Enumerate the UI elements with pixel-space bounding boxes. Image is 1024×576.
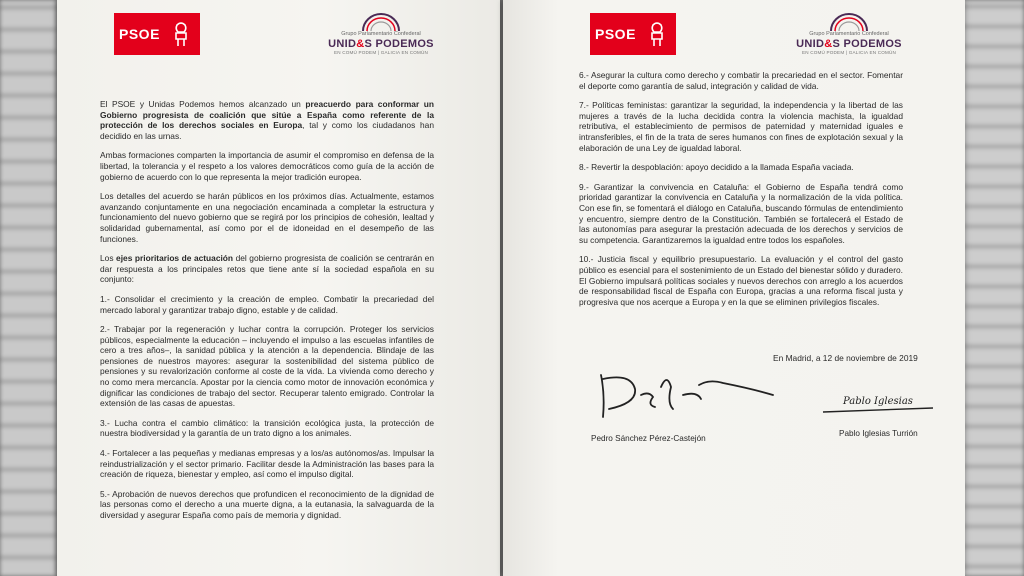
priorities-paragraph: Los ejes prioritarios de actuación del gobierno progresista de coalición se centrarán en dar respuesta a los principales retos que tiene ante sí la sociedad española en su conjunto:: [100, 253, 434, 285]
agreement-text-right: [579, 70, 903, 316]
priority-item-4: 4.- Fortalecer a las pequeñas y medianas empresas y a los/as autónomos/as. Impulsar la reindustrialización y el sector primario. Facilitar desde la Administración las bases para la creación de riqueza, bienestar y empleo, así como el impulso digital.: [100, 448, 434, 480]
rainbow-arc-icon-2: [828, 12, 870, 32]
signer-name-iglesias: Pablo Iglesias Turrión: [839, 429, 918, 438]
document-page-1: [57, 0, 500, 576]
signing-date: En Madrid, a 12 de noviembre de 2019: [773, 353, 918, 363]
priority-item-6: 6.- Asegurar la cultura como derecho y combatir la precariedad en el sector. Fomentar el deporte como garantía de salud, integración y calidad de vida.: [579, 70, 903, 91]
intro-paragraph: El PSOE y Unidas Podemos hemos alcanzado un preacuerdo para conformar un Gobierno progresista de coalición que sitúe a España como referente de la protección de los derechos sociales en Europa, tal y como los ciudadanos han decidido en las urnas.: [100, 99, 435, 141]
rainbow-arc-icon: [360, 12, 402, 32]
signer-name-sanchez: Pedro Sánchez Pérez-Castejón: [591, 434, 706, 443]
psoe-logo-2: PSOE: [590, 13, 676, 55]
rose-fist-icon: [168, 19, 194, 49]
agreement-text-left: [100, 99, 434, 530]
signature-iglesias: [819, 388, 937, 418]
rose-fist-icon-2: [644, 19, 670, 49]
svg-text:Pablo Iglesias: Pablo Iglesias: [843, 396, 913, 407]
psoe-logo: PSOE: [114, 13, 200, 55]
priority-item-1: 1.- Consolidar el crecimiento y la creación de empleo. Combatir la precariedad del mercado laboral y garantizar trabajo digno, estable y de calidad.: [100, 293, 434, 315]
priority-item-8: 8.- Revertir la despoblación: apoyo decidido a la llamada España vaciada.: [579, 162, 854, 173]
priority-item-5: 5.- Aprobación de nuevos derechos que profundicen el reconocimiento de la dignidad de las personas como el derecho a una muerte digna, a la eutanasia, la salvaguarda de la diversidad y asegurar España como país de memoria y dignidad.: [100, 488, 434, 520]
unidas-podemos-logo: Grupo Parlamentario Confederal UNID&S PODEMOS EN COMÚ PODEM | GALICIA EN COMÚN: [325, 12, 437, 60]
blurred-background-right: [962, 0, 1024, 576]
priority-item-7: 7.- Políticas feministas: garantizar la seguridad, la independencia y la libertad de las mujeres a través de la lucha decidida contra la violencia machista, la igualdad retributiva, el establecimiento de permisos de paternidad y maternidad iguales e intransferibles, el fin de la trata de seres humanos con fines de explotación sexual y la elaboración de una Ley de igualdad laboral.: [579, 100, 903, 153]
priority-item-3: 3.- Lucha contra el cambio climático: la transición ecológica justa, la protección de nuestra biodiversidad y la garantía de un trato digno a los animales.: [100, 417, 434, 439]
document-page-2: [503, 0, 965, 576]
unidas-podemos-logo-2: Grupo Parlamentario Confederal UNID&S PODEMOS EN COMÚ PODEM | GALICIA EN COMÚN: [793, 12, 905, 60]
values-paragraph: Ambas formaciones comparten la importancia de asumir el compromiso en defensa de la libertad, la tolerancia y el respeto a los valores democráticos como guía de la acción de gobierno de acuerdo con lo que representa la mejor tradición europea.: [100, 150, 434, 182]
priority-item-10: 10.- Justicia fiscal y equilibrio presupuestario. La evaluación y el control del gasto público es esencial para el sostenimiento de un Estado del bienestar sólido y duradero. El Gobierno impulsará políticas sociales y nuevos derechos con arreglo a los acuerdos de responsabilidad fiscal de España con Europa, gracias a una reforma fiscal justa y progresiva que nos acerque a Europa y en la que se eliminen privilegios fiscales.: [579, 254, 903, 307]
priority-item-2: 2.- Trabajar por la regeneración y luchar contra la corrupción. Proteger los servicios públicos, especialmente la educación – incluyendo el impulso a las escuelas infantiles de cero a tres años–, la sanidad pública y la atención a la dependencia. Blindaje de las pensiones de nuestros mayores: asegurar la sostenibilidad del sistema público de pensiones y su revalorización conforme al coste de la vida. La vivienda como derecho y no como mera mercancía. Apostar por la ciencia como motor de innovación económica y dignificar las condiciones de trabajo del sector. Recuperar talento emigrado. Controlar la extensión de las casas de apuestas.: [100, 324, 434, 409]
priority-item-9: 9.- Garantizar la convivencia en Cataluña: el Gobierno de España tendrá como prioridad garantizar la convivencia en Cataluña y la normalización de la vida política. Con ese fin, se fomentará el diálogo en Cataluña, buscando fórmulas de entendimiento y encuentro, siempre dentro de la Constitución. También se fortalecerá el Estado de las autonomías para asegurar la prestación adecuada de los derechos y servicios de su competencia. Garantizaremos la igualdad entre todos los españoles.: [579, 181, 903, 245]
details-paragraph: Los detalles del acuerdo se harán públicos en los próximos días. Actualmente, estamos avanzando conjuntamente en una negociación encaminada a completar la estructura y funcionamiento del nuevo gobierno que se regirá por los principios de cohesión, lealtad y solidaridad gubernamental, así como por el de idoneidad en el desempeño de las funciones.: [100, 191, 434, 244]
blurred-background-left: [0, 0, 56, 576]
signature-sanchez: [591, 365, 781, 427]
